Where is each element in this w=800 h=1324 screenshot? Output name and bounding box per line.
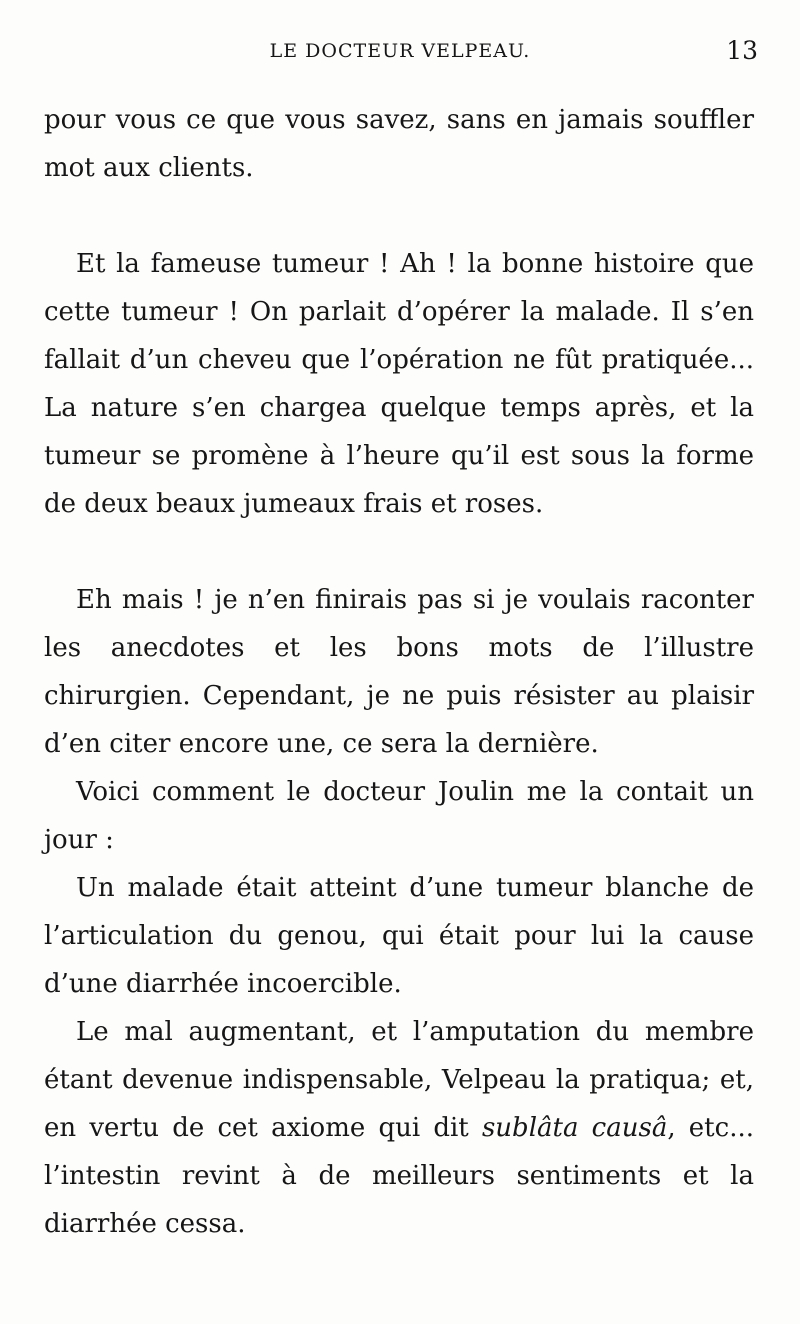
paragraph-2: Et la fameuse tumeur ! Ah ! la bonne histoire que cette tumeur ! On parlait d’opérer la malade. Il s’en fallait d’un cheveu que l’opération ne fût pratiquée... La nature s’en chargea quelque temps après, et la tumeur se promène à l’heure qu’il est sous la forme de deux beaux jumeaux frais et roses. (44, 249, 754, 519)
paragraph-4: Voici comment le docteur Joulin me la contait un jour : (44, 777, 754, 855)
paragraph-1: pour vous ce que vous savez, sans en jamais souffler mot aux clients. (44, 105, 754, 183)
paragraph-5: Un malade était atteint d’une tumeur blanche de l’articulation du genou, qui était pour lui la cause d’une diarrhée incoercible. (44, 873, 754, 999)
running-title: LE DOCTEUR VELPEAU. (269, 40, 531, 62)
paragraph-6 (44, 1008, 754, 1248)
paragraph-3: Eh mais ! je n’en finirais pas si je voulais raconter les anecdotes et les bons mots de l’illustre chirurgien. Cependant, je ne puis résister au plaisir d’en citer encore une, ce sera la dernière. (44, 585, 754, 759)
paragraph-6-text-before: Le mal augmentant, et l’amputation du membre étant devenue indispensable, Velpeau la pratiqua; et, en vertu de cet axiome qui dit (44, 1017, 754, 1143)
page-number: 13 (726, 36, 758, 65)
paragraph-6-italic-phrase: sublâta causâ (481, 1113, 668, 1143)
page-header (42, 36, 758, 70)
body-text (44, 96, 754, 1248)
paragraph-6-text-after: , etc... l’intestin revint à de meilleurs sentiments et la diarrhée cessa. (44, 1113, 754, 1239)
